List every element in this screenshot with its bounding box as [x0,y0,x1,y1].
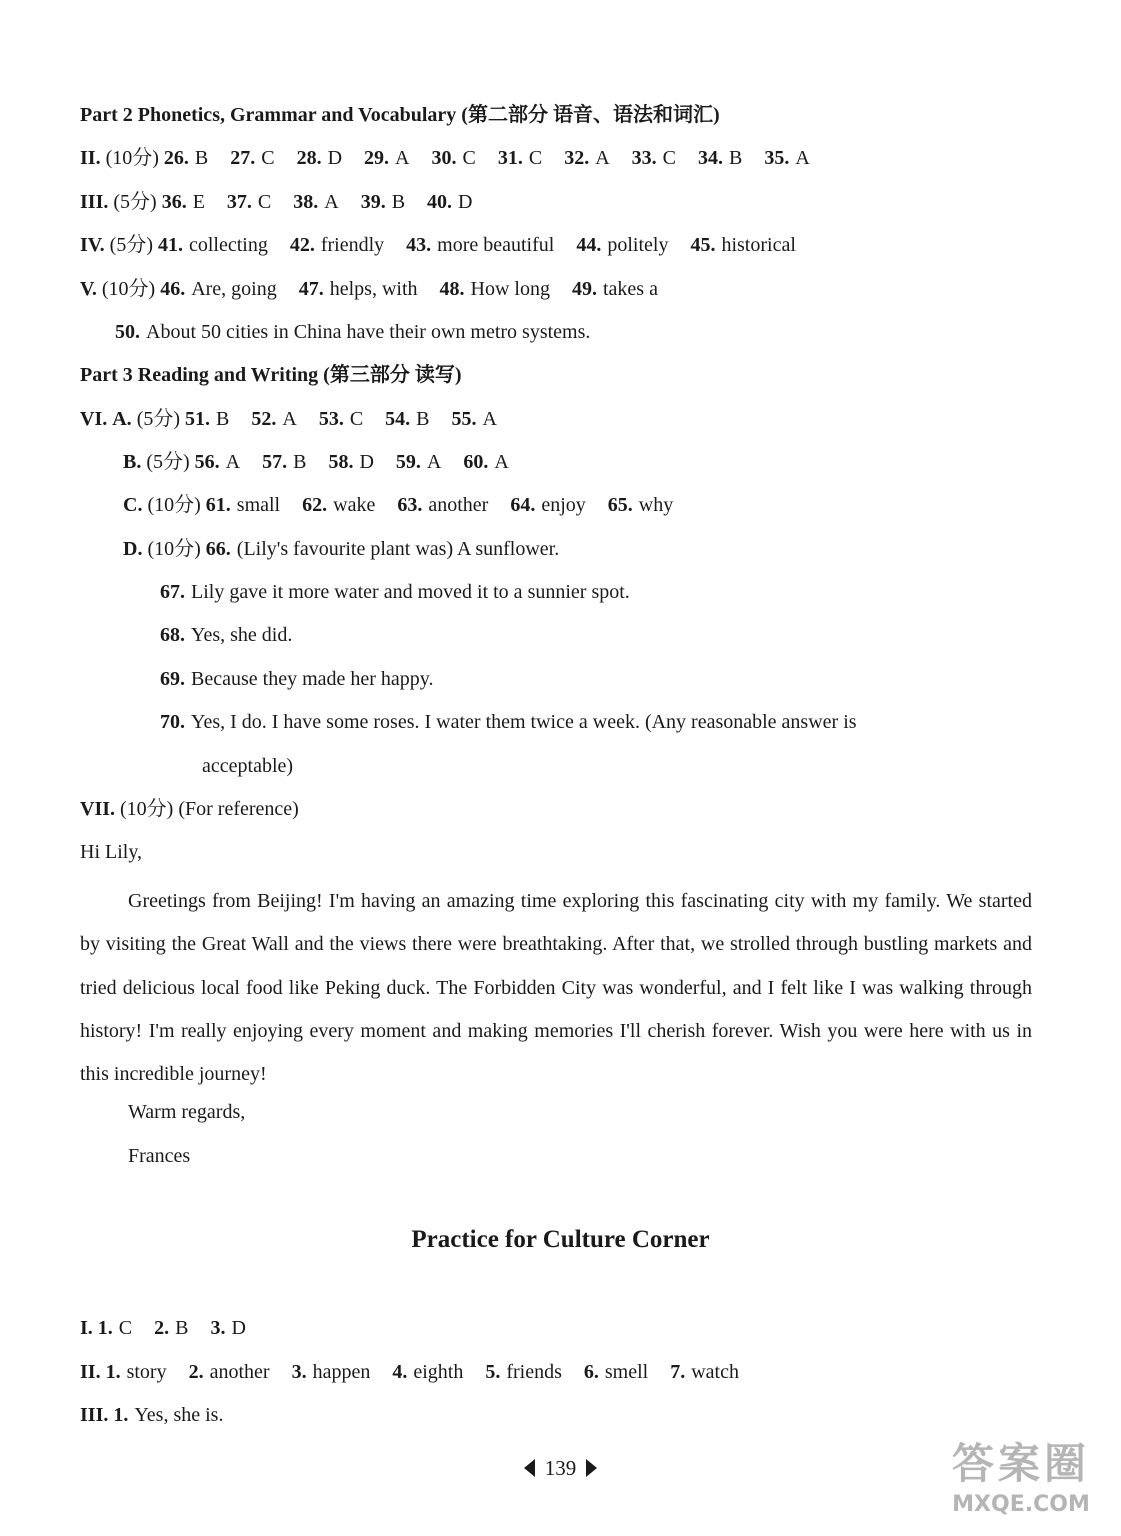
answer-item: 67. Lily gave it more water and moved it to a sunnier spot. [160,581,630,603]
section-label: VII. [80,798,116,820]
section-vi-a-row [80,405,497,433]
section-score: (5分) [136,408,181,430]
section-score: (10分) [147,494,201,516]
answer-item: 69. Because they made her happy. [160,668,434,690]
subsection-label: B. [123,451,142,473]
answer-item: 57. B [262,451,307,473]
answer-item: 54. B [385,408,430,430]
section-vi-b-row [123,448,509,476]
answer-item: 37. C [226,191,272,213]
section-score: (10分) [101,278,156,300]
answer-item: 3. D [210,1317,246,1339]
answer-item: 3. happen [291,1361,371,1383]
answer-item: 2. B [154,1317,189,1339]
letter-greeting: Hi Lily, [80,841,143,863]
section-vi-d-row [123,535,559,563]
part3-heading: Part 3 Reading and Writing (第三部分 读写) [80,364,462,386]
culture-ii-row [80,1358,739,1386]
section-score: (10分) [105,147,159,169]
answer-item: 36. E [161,191,205,213]
answer-item: 35. A [764,147,810,169]
answer-item: 45. historical [690,234,796,256]
answer-item: 46. Are, going [160,278,277,300]
answer-item: 34. B [697,147,743,169]
answer-item: 61. small [205,494,281,516]
section-iii-row [80,188,473,216]
answer-item-50: 50. About 50 cities in China have their own metro systems. [115,321,591,343]
answer-item-continuation: acceptable) [202,755,294,777]
answer-item: 30. C [431,147,476,169]
letter-signature: Frances [128,1145,191,1167]
answer-item: 68. Yes, she did. [160,624,293,646]
answer-item: 65. why [607,494,674,516]
section-label: VI. [80,408,108,430]
answer-item: 29. A [364,147,410,169]
letter-body: Greetings from Beijing! I'm having an amazing time exploring this fascinating city with my family. We started by visiting the Great Wall and the views there were breathtaking. After that, we strolled through bustling markets and tried delicious local food like Peking duck. The Forbidden City was wonderful, and I felt like I was walking through history! I'm really enjoying every moment and making memories I'll cherish forever. Wish you were here with us in this incredible journey! [80,890,1032,1086]
section-v-row [80,275,658,303]
answer-item: 70. Yes, I do. I have some roses. I water them twice a week. (Any reasonable answer is [160,711,857,733]
answer-item: 27. C [230,147,275,169]
answer-item: 55. A [451,408,497,430]
section-score: (10分) [120,798,174,820]
answer-item: 64. enjoy [510,494,586,516]
section-score: (5分) [109,234,153,256]
subsection-label: A. [112,408,132,430]
answer-item: 48. How long [439,278,550,300]
section-ii-row [80,144,810,172]
section-label: I. [80,1317,93,1339]
answer-item: 28. D [296,147,343,169]
section-score: (5分) [146,451,190,473]
answer-item: 5. friends [485,1361,562,1383]
answer-item: 59. A [395,451,442,473]
watermark-logo [921,1436,1121,1536]
section-label: II. [80,147,101,169]
answer-item: 42. friendly [289,234,385,256]
answer-item: 44. politely [576,234,669,256]
answer-item: 26. B [163,147,209,169]
left-triangle-icon [524,1459,535,1477]
section-score: (5分) [113,191,157,213]
watermark-url: MXQE.COM [952,1492,1090,1517]
subsection-label: C. [123,494,143,516]
section-label: V. [80,278,97,300]
section-title: Practice for Culture Corner [411,1226,710,1253]
answer-item: 6. smell [583,1361,649,1383]
answer-item: 1. C [97,1317,133,1339]
answer-item: 40. D [427,191,473,213]
answer-item: 38. A [293,191,339,213]
culture-iii-row [80,1401,223,1429]
answer-item: 7. watch [670,1361,739,1383]
section-label: III. [80,1404,109,1426]
section-vi-c-row [123,491,673,519]
reference-note: (For reference) [178,798,299,820]
section-iv-row [80,231,796,259]
part2-heading: Part 2 Phonetics, Grammar and Vocabulary (第二部分 语音、语法和词汇) [80,104,720,126]
answer-item: 52. A [251,408,297,430]
answer-item: 39. B [360,191,406,213]
answer-item: 32. A [564,147,610,169]
answer-item: 53. C [318,408,364,430]
answer-item: 60. A [463,451,509,473]
answer-item: 1. story [105,1361,167,1383]
answer-item: 49. takes a [571,278,658,300]
answer-item: 58. D [328,451,374,473]
answer-item: 4. eighth [392,1361,464,1383]
answer-item: 31. C [497,147,543,169]
answer-item: 62. wake [302,494,376,516]
answer-item: 1. Yes, she is. [113,1404,224,1426]
answer-item: 2. another [188,1361,270,1383]
answer-item: 51. B [185,408,230,430]
page-number-text: 139 [544,1456,577,1480]
letter-closing: Warm regards, [128,1101,246,1123]
answer-item: 47. helps, with [298,278,418,300]
answer-item: 63. another [397,494,489,516]
right-triangle-icon [586,1459,597,1477]
answer-item: 56. A [194,451,241,473]
answer-item: 43. more beautiful [406,234,555,256]
subsection-label: D. [123,538,143,560]
section-label: III. [80,191,109,213]
answer-item: 41. collecting [157,234,268,256]
section-label: IV. [80,234,105,256]
culture-i-row [80,1314,246,1342]
answer-item: 33. C [631,147,676,169]
section-label: II. [80,1361,101,1383]
answer-item: 66. (Lily's favourite plant was) A sunflower. [205,538,560,560]
watermark-text: 答案圈 [951,1439,1090,1488]
section-vii-row [80,795,299,823]
section-score: (10分) [147,538,201,560]
